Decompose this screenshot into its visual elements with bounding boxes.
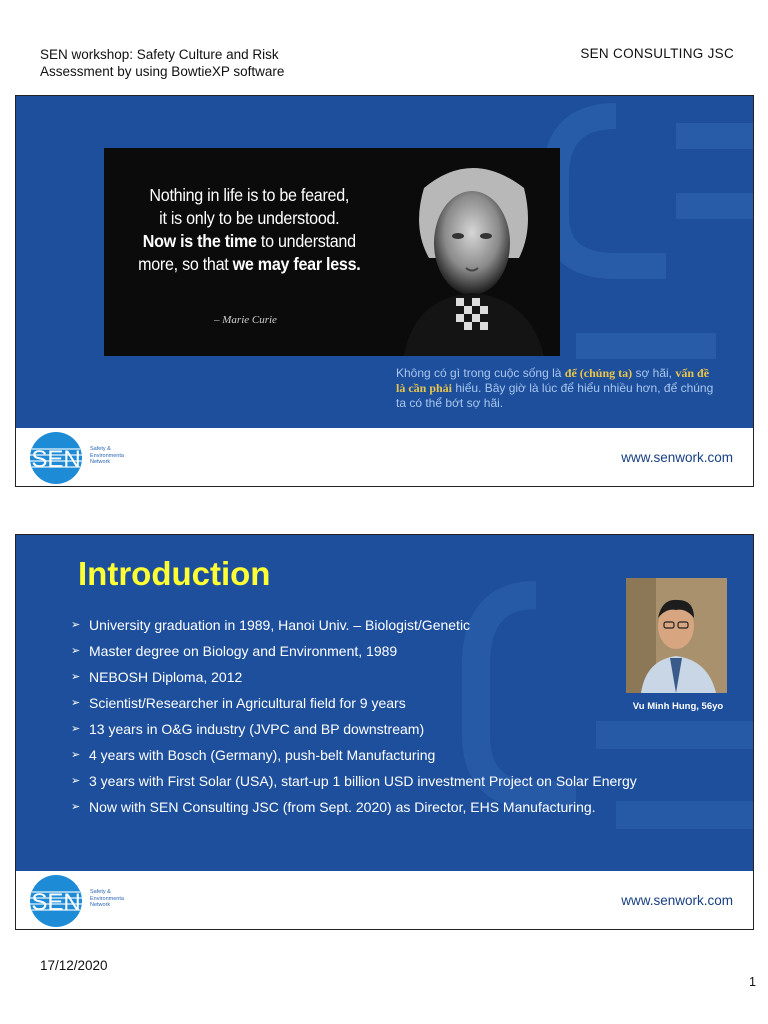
header-company: SEN CONSULTING JSC	[580, 46, 734, 61]
header-title	[40, 46, 340, 80]
slide-quote	[15, 95, 754, 487]
arrow-bullet-icon: ➢	[71, 671, 81, 683]
list-item	[71, 720, 637, 746]
slide-footer	[16, 428, 753, 486]
slide-title: Introduction	[78, 555, 271, 592]
arrow-bullet-icon: ➢	[71, 801, 81, 813]
speaker-portrait	[626, 578, 727, 693]
list-item-text: Master degree on Biology and Environment, 1989	[89, 643, 398, 659]
logo-text: SEN	[31, 446, 81, 473]
slide-introduction	[15, 534, 754, 930]
quote-line-3-rest: to understand	[256, 231, 356, 251]
list-item-text: Now with SEN Consulting JSC (from Sept. 2020) as Director, EHS Manufacturing.	[89, 799, 596, 815]
logo-subtitle	[90, 446, 150, 466]
logo-sub-2: Environmenta	[90, 895, 124, 902]
quote-bold-2: we may fear less.	[232, 254, 361, 274]
list-item	[71, 746, 637, 772]
quote-line-2: it is only to be understood.	[159, 208, 340, 228]
quote-author: – Marie Curie	[214, 314, 277, 326]
logo-sub-3: Network	[90, 902, 111, 908]
list-item	[71, 668, 637, 694]
logo-sub-2: Environmenta	[90, 452, 124, 459]
list-item	[71, 642, 637, 668]
header-title-line1: SEN workshop: Safety Culture and Risk	[40, 47, 279, 62]
logo-sub-1: Safety &	[90, 889, 111, 895]
translation-part-2: sợ hãi,	[632, 366, 676, 380]
arrow-bullet-icon: ➢	[71, 723, 81, 735]
logo-sub-3: Network	[90, 459, 111, 465]
quote-line-4-rest: more, so that	[138, 254, 233, 274]
quote-bold-1: Now is the time	[142, 231, 257, 251]
logo-text: SEN	[31, 889, 81, 916]
bullet-list	[71, 616, 637, 824]
list-item-text: 13 years in O&G industry (JVPC and BP downstream)	[89, 721, 425, 737]
list-item-text: NEBOSH Diploma, 2012	[89, 669, 243, 685]
page-date: 17/12/2020	[40, 958, 108, 973]
translation-part-1: Không có gì trong cuộc sống là	[396, 366, 565, 380]
translation-part-3: hiểu. Bây giờ là lúc để hiểu nhiều hơn, để chúng ta có thể bớt sợ hãi.	[396, 381, 714, 410]
quote-line-3	[126, 230, 373, 253]
quote-line-1: Nothing in life is to be feared,	[149, 185, 350, 205]
list-item-text: 4 years with Bosch (Germany), push-belt Manufacturing	[89, 747, 436, 763]
arrow-bullet-icon: ➢	[71, 775, 81, 787]
list-item	[71, 616, 637, 642]
list-item-text: 3 years with First Solar (USA), start-up 1 billion USD investment Project on Solar Energy	[89, 773, 637, 789]
photo-caption: Vu Minh Hung, 56yo	[632, 701, 724, 712]
website-link[interactable]: www.senwork.com	[621, 450, 733, 465]
arrow-bullet-icon: ➢	[71, 619, 81, 631]
translation-bold-2: vấn đề là cần phải	[396, 366, 710, 395]
speaker-photo	[626, 578, 727, 693]
translation-bold-1: để (chúng ta)	[564, 366, 633, 380]
vietnamese-translation	[396, 366, 716, 411]
sen-logo-icon	[28, 431, 84, 485]
arrow-bullet-icon: ➢	[71, 645, 81, 657]
arrow-bullet-icon: ➢	[71, 697, 81, 709]
list-item	[71, 798, 637, 824]
marie-curie-quote-image	[104, 148, 560, 356]
logo-subtitle	[90, 889, 150, 909]
slide-footer	[16, 871, 753, 929]
page-number: 1	[749, 975, 756, 989]
sen-logo	[28, 431, 168, 485]
list-item-text: Scientist/Researcher in Agricultural field for 9 years	[89, 695, 406, 711]
sen-logo	[28, 874, 168, 928]
logo-sub-1: Safety &	[90, 446, 111, 452]
list-item	[71, 772, 637, 798]
quote-text	[126, 184, 373, 276]
list-item-text: University graduation in 1989, Hanoi Univ. – Biologist/Genetic	[89, 617, 471, 633]
quote-line-4	[126, 253, 373, 276]
sen-logo-icon	[28, 874, 84, 928]
marie-curie-portrait	[384, 148, 560, 356]
list-item	[71, 694, 637, 720]
website-link[interactable]: www.senwork.com	[621, 893, 733, 908]
arrow-bullet-icon: ➢	[71, 749, 81, 761]
header-title-line2: Assessment by using BowtieXP software	[40, 64, 285, 79]
